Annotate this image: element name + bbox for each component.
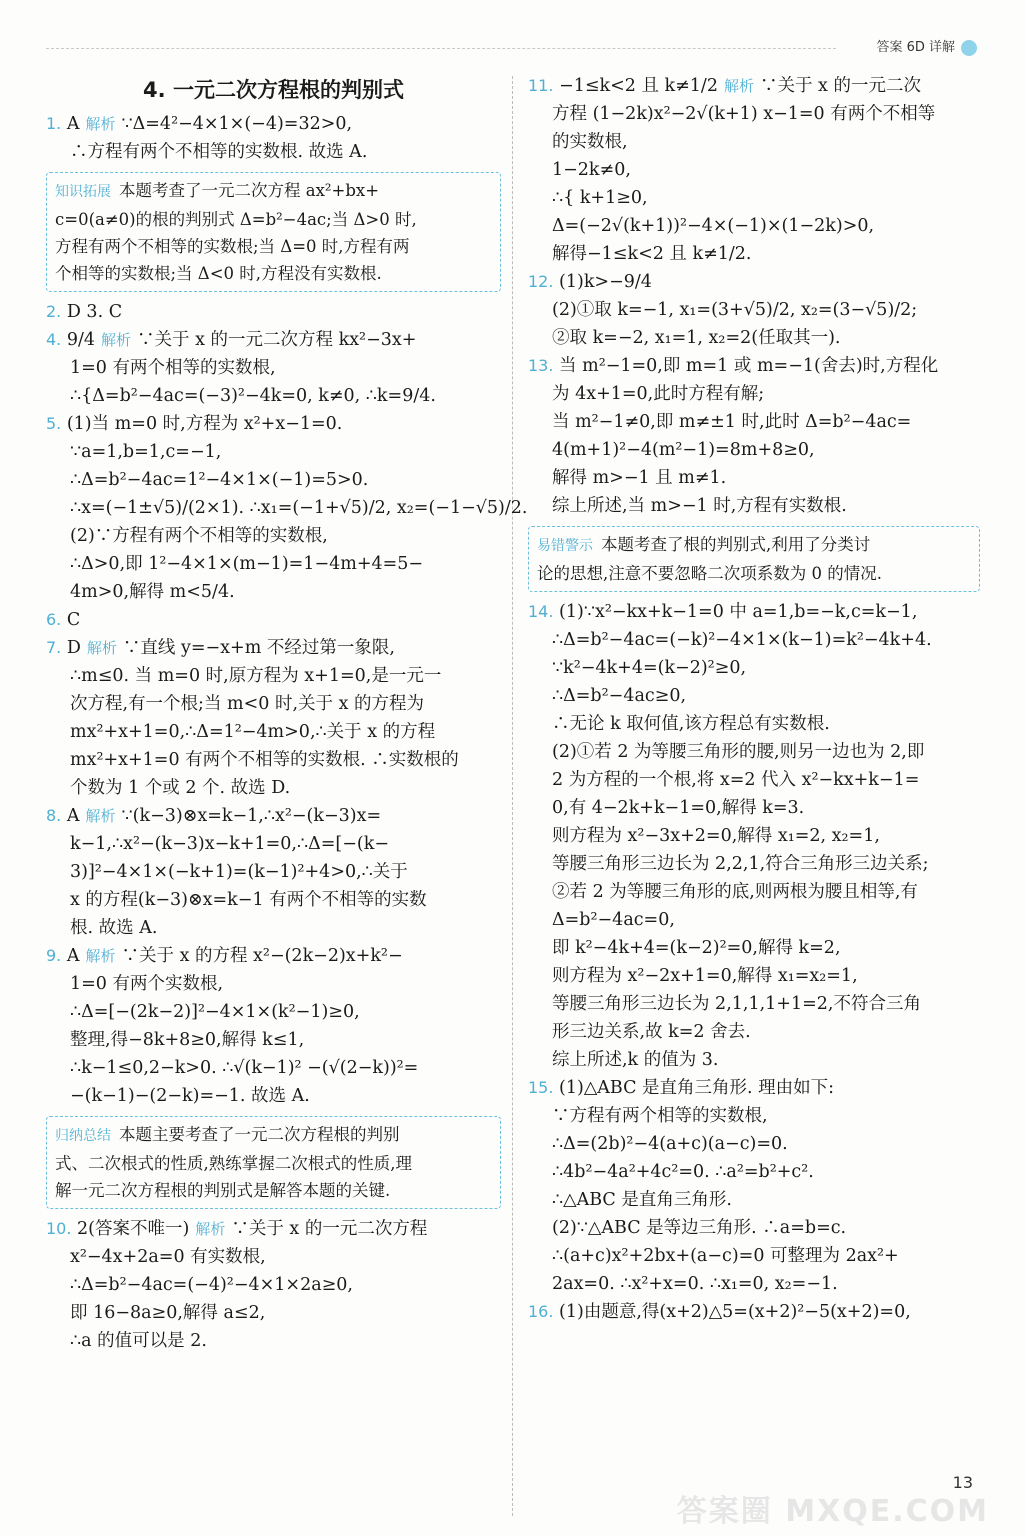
answer-text: 解得−1≤k<2 且 k≠1/2. xyxy=(552,244,752,264)
answer-line xyxy=(528,492,980,520)
analysis-tag: 解析 xyxy=(86,639,117,657)
answer-text: ∴Δ>0,即 1²−4×1×(m−1)=1−4m+4=5− xyxy=(70,554,424,574)
answer-line xyxy=(528,850,980,878)
answer-item xyxy=(46,298,501,326)
note-text: 论的思想,注意不要忽略二次项系数为 0 的情况. xyxy=(537,564,882,583)
note-text: 式、二次根式的性质,熟练掌握二次根式的性质,理 xyxy=(55,1154,412,1173)
answer-text: 整理,得−8k+8≥0,解得 k≤1, xyxy=(70,1030,305,1050)
answer-text: ∴Δ=[−(2k−2)]²−4×1×(k²−1)≥0, xyxy=(70,1002,360,1022)
note-line xyxy=(55,233,492,260)
note-box xyxy=(528,526,980,592)
answer-text: D xyxy=(66,638,81,658)
analysis-text: ∵关于 x 的一元二次 xyxy=(759,76,921,96)
question-number: 5. xyxy=(46,414,62,433)
answer-text: 即 16−8a≥0,解得 a≤2, xyxy=(70,1303,266,1323)
answer-text: 等腰三角形三边长为 2,2,1,符合三角形三边关系; xyxy=(552,854,929,874)
answer-text: ∴(a+c)x²+2bx+(a−c)=0 可整理为 2ax²+ xyxy=(552,1246,899,1266)
answer-text: (2)∵方程有两个不相等的实数根, xyxy=(70,526,328,546)
answer-text: mx²+x+1=0,∴Δ=1²−4m>0,∴关于 x 的方程 xyxy=(70,722,436,742)
analysis-tag: 解析 xyxy=(101,331,132,349)
note-text: 本题考查了一元二次方程 ax²+bx+ xyxy=(119,181,380,200)
analysis-text: ∵关于 x 的一元二次方程 kx²−3x+ xyxy=(137,330,417,350)
answer-text: 个数为 1 个或 2 个. 故选 D. xyxy=(70,778,291,798)
answer-line xyxy=(528,710,980,738)
answer-text: ∵k²−4k+4=(k−2)²≥0, xyxy=(552,658,747,678)
answer-line xyxy=(528,1186,980,1214)
answer-line xyxy=(46,138,501,166)
question-number: 2. xyxy=(46,302,62,321)
answer-text: Δ=(−2√(k+1))²−4×(−1)×(1−2k)>0, xyxy=(552,216,875,236)
answer-item xyxy=(46,326,501,354)
answer-text: 4m>0,解得 m<5/4. xyxy=(70,582,235,602)
note-box xyxy=(46,172,501,292)
analysis-text: ∵(k−3)⊗x=k−1,∴x²−(k−3)x= xyxy=(121,806,382,826)
answer-text: ∴Δ=b²−4ac=(−k)²−4×1×(k−1)=k²−4k+4. xyxy=(552,630,932,650)
question-number: 11. xyxy=(528,76,554,95)
note-text: 本题主要考查了一元二次方程根的判别 xyxy=(119,1125,400,1144)
note-line xyxy=(537,560,971,587)
answer-text: 1=0 有两个相等的实数根, xyxy=(70,358,276,378)
answer-line xyxy=(46,858,501,886)
question-number: 9. xyxy=(46,946,62,965)
answer-item xyxy=(46,410,501,438)
answer-text: 2ax=0. ∴x²+x=0. ∴x₁=0, x₂=−1. xyxy=(552,1274,838,1294)
answer-line xyxy=(46,774,501,802)
page-header: 答案 6D 详解 xyxy=(876,36,977,56)
question-number: 4. xyxy=(46,330,62,349)
answer-text: (1)∵x²−kx+k−1=0 中 a=1,b=−k,c=k−1, xyxy=(559,602,918,622)
answer-text: ∴方程有两个不相等的实数根. 故选 A. xyxy=(70,142,368,162)
analysis-tag: 解析 xyxy=(85,807,116,825)
answer-text: x 的方程(k−3)⊗x=k−1 有两个不相等的实数 xyxy=(70,890,427,910)
analysis-tag: 解析 xyxy=(85,115,116,133)
answer-line xyxy=(46,1299,501,1327)
header-rule xyxy=(46,48,836,49)
answer-text: 解得 m>−1 且 m≠1. xyxy=(552,468,727,488)
analysis-text: ∵直线 y=−x+m 不经过第一象限, xyxy=(122,638,395,658)
question-number: 6. xyxy=(46,610,62,629)
answer-line xyxy=(528,1130,980,1158)
answer-line xyxy=(46,1054,501,1082)
answer-text: ∴m≤0. 当 m=0 时,原方程为 x+1=0,是一元一 xyxy=(70,666,442,686)
answer-text: (1)k>−9/4 xyxy=(559,272,652,292)
answer-text: 当 m²−1=0,即 m=1 或 m=−1(舍去)时,方程化 xyxy=(559,356,939,376)
answer-line xyxy=(46,382,501,410)
answer-item xyxy=(528,268,980,296)
answer-line xyxy=(528,990,980,1018)
answer-text: ∴Δ=b²−4ac≥0, xyxy=(552,686,687,706)
answer-text: ∴△ABC 是直角三角形. xyxy=(552,1190,732,1210)
answer-line xyxy=(46,522,501,550)
answer-item xyxy=(46,634,501,662)
answer-text: 的实数根, xyxy=(552,132,628,152)
section-title: 4. 一元二次方程根的判别式 xyxy=(143,78,404,102)
answer-line xyxy=(46,746,501,774)
answer-text: 次方程,有一个根;当 m<0 时,关于 x 的方程为 xyxy=(70,694,425,714)
analysis-text: ∵关于 x 的方程 x²−(2k−2)x+k²− xyxy=(121,946,403,966)
note-line xyxy=(55,206,492,233)
answer-text: ∴Δ=b²−4ac=1²−4×1×(−1)=5>0. xyxy=(70,470,369,490)
answer-line xyxy=(528,156,980,184)
answer-text: ②若 2 为等腰三角形的底,则两根为腰且相等,有 xyxy=(552,882,918,902)
note-text: 个相等的实数根;当 Δ<0 时,方程没有实数根. xyxy=(55,264,382,283)
note-tag: 归纳总结 xyxy=(55,1128,111,1144)
answer-text: ∴x=(−1±√5)/(2×1). ∴x₁=(−1+√5)/2, x₂=(−1−√5)/2. xyxy=(70,498,528,518)
answer-line xyxy=(528,766,980,794)
answer-line xyxy=(528,1018,980,1046)
question-number: 12. xyxy=(528,272,554,291)
question-number: 7. xyxy=(46,638,62,657)
answer-text: ∴k−1≤0,2−k>0. ∴√(k−1)² −(√(2−k))²= xyxy=(70,1058,419,1078)
answer-text: 当 m²−1≠0,即 m≠±1 时,此时 Δ=b²−4ac= xyxy=(552,412,912,432)
answer-text: 2(答案不唯一) xyxy=(77,1219,190,1239)
answer-line xyxy=(528,906,980,934)
answer-item xyxy=(528,352,980,380)
right-column xyxy=(528,72,980,1326)
answer-line xyxy=(528,100,980,128)
answer-line xyxy=(528,794,980,822)
note-line xyxy=(55,1121,492,1150)
answer-item xyxy=(46,942,501,970)
answer-text: (1)由题意,得(x+2)△5=(x+2)²−5(x+2)=0, xyxy=(559,1302,911,1322)
question-number: 1. xyxy=(46,114,62,133)
answer-line xyxy=(46,494,528,522)
answer-text: 综上所述,k 的值为 3. xyxy=(552,1050,719,1070)
answer-line xyxy=(46,690,501,718)
question-number: 15. xyxy=(528,1078,554,1097)
answer-line xyxy=(528,1158,980,1186)
answer-text: 1=0 有两个实数根, xyxy=(70,974,224,994)
answer-line xyxy=(528,654,980,682)
answer-text: (1)△ABC 是直角三角形. 理由如下: xyxy=(559,1078,835,1098)
answer-line xyxy=(46,886,501,914)
note-text: 方程有两个不相等的实数根;当 Δ=0 时,方程有两 xyxy=(55,237,410,256)
answer-line xyxy=(528,822,980,850)
answer-line xyxy=(528,1046,980,1074)
answer-line xyxy=(528,380,980,408)
analysis-tag: 解析 xyxy=(195,1220,226,1238)
answer-text: 形三边关系,故 k=2 舍去. xyxy=(552,1022,751,1042)
note-tag: 知识拓展 xyxy=(55,184,111,200)
answer-text: 根. 故选 A. xyxy=(70,918,158,938)
answer-text: ∴{Δ=b²−4ac=(−3)²−4k=0, k≠0, ∴k=9/4. xyxy=(70,386,436,406)
question-number: 14. xyxy=(528,602,554,621)
answer-line xyxy=(528,1270,980,1298)
analysis-text: ∵关于 x 的一元二次方程 xyxy=(231,1219,428,1239)
answer-line xyxy=(46,970,501,998)
answer-item xyxy=(46,110,501,138)
answer-line xyxy=(528,682,980,710)
column-divider xyxy=(512,76,513,1516)
question-number: 10. xyxy=(46,1219,72,1238)
answer-line xyxy=(46,354,501,382)
answer-line xyxy=(46,1243,501,1271)
answer-item xyxy=(46,606,501,634)
answer-text: 则方程为 x²−2x+1=0,解得 x₁=x₂=1, xyxy=(552,966,858,986)
answer-text: ∴a 的值可以是 2. xyxy=(70,1331,207,1351)
answer-text: 3)]²−4×1×(−k+1)=(k−1)²+4>0,∴关于 xyxy=(70,862,408,882)
header-bubble-icon xyxy=(961,40,977,56)
note-line xyxy=(537,531,971,560)
watermark-logo: 答案圈 MXQE.COM xyxy=(676,1494,989,1529)
answer-text: ②取 k=−2, x₁=1, x₂=2(任取其一). xyxy=(552,328,841,348)
answer-text: (2)①取 k=−1, x₁=(3+√5)/2, x₂=(3−√5)/2; xyxy=(552,300,918,320)
answer-line xyxy=(528,324,980,352)
analysis-text: ∵Δ=4²−4×1×(−4)=32>0, xyxy=(121,114,353,134)
answer-text: 方程 (1−2k)x²−2√(k+1) x−1=0 有两个不相等 xyxy=(552,104,936,124)
answer-line xyxy=(528,1214,980,1242)
answer-text: Δ=b²−4ac=0, xyxy=(552,910,675,930)
answer-text: k−1,∴x²−(k−3)x−k+1=0,∴Δ=[−(k− xyxy=(70,834,390,854)
note-box xyxy=(46,1116,501,1209)
answer-line xyxy=(46,578,501,606)
answer-line xyxy=(528,1102,980,1130)
answer-line xyxy=(528,1242,980,1270)
answer-text: ∴无论 k 取何值,该方程总有实数根. xyxy=(552,714,830,734)
answer-item xyxy=(528,598,980,626)
answer-line xyxy=(528,626,980,654)
answer-text: ∴Δ=b²−4ac=(−4)²−4×1×2a≥0, xyxy=(70,1275,353,1295)
answer-text: A xyxy=(66,806,80,826)
answer-text: −(k−1)−(2−k)=−1. 故选 A. xyxy=(70,1086,310,1106)
answer-line xyxy=(528,962,980,990)
answer-text: 为 4x+1=0,此时方程有解; xyxy=(552,384,765,404)
question-number: 13. xyxy=(528,356,554,375)
answer-item xyxy=(528,72,980,100)
answer-text: (1)当 m=0 时,方程为 x²+x−1=0. xyxy=(66,414,343,434)
answer-line xyxy=(46,1271,501,1299)
answer-text: mx²+x+1=0 有两个不相等的实数根. ∴实数根的 xyxy=(70,750,459,770)
analysis-tag: 解析 xyxy=(85,947,116,965)
note-line xyxy=(55,260,492,287)
question-number: 8. xyxy=(46,806,62,825)
answer-line xyxy=(46,550,501,578)
answer-text: 综上所述,当 m>−1 时,方程有实数根. xyxy=(552,496,847,516)
answer-line xyxy=(528,738,980,766)
answer-line xyxy=(528,212,980,240)
answer-text: 等腰三角形三边长为 2,1,1,1+1=2,不符合三角 xyxy=(552,994,921,1014)
answer-line xyxy=(528,184,980,212)
answer-text: 2 为方程的一个根,将 x=2 代入 x²−kx+k−1= xyxy=(552,770,920,790)
answer-text: 即 k²−4k+4=(k−2)²=0,解得 k=2, xyxy=(552,938,841,958)
note-text: 本题考查了根的判别式,利用了分类讨 xyxy=(601,535,871,554)
note-text: c=0(a≠0)的根的判别式 Δ=b²−4ac;当 Δ>0 时, xyxy=(55,210,417,229)
answer-line xyxy=(528,240,980,268)
answer-line xyxy=(528,436,980,464)
answer-line xyxy=(46,662,501,690)
answer-line xyxy=(46,1026,501,1054)
answer-text: 4(m+1)²−4(m²−1)=8m+8≥0, xyxy=(552,440,815,460)
answer-line xyxy=(46,438,501,466)
answer-item xyxy=(46,802,501,830)
answer-text: 则方程为 x²−3x+2=0,解得 x₁=2, x₂=1, xyxy=(552,826,880,846)
answer-line xyxy=(528,878,980,906)
answer-line xyxy=(528,408,980,436)
answer-item xyxy=(528,1298,980,1326)
answer-line xyxy=(528,464,980,492)
answer-text: ∴4b²−4a²+4c²=0. ∴a²=b²+c². xyxy=(552,1162,814,1182)
answer-line xyxy=(46,1327,501,1355)
page-number: 13 xyxy=(952,1473,973,1492)
answer-text: −1≤k<2 且 k≠1/2 xyxy=(559,76,718,96)
answer-text: C xyxy=(66,610,81,630)
answer-text: A xyxy=(66,114,80,134)
answer-line xyxy=(528,296,980,324)
answer-text: 0,有 4−2k+k−1=0,解得 k=3. xyxy=(552,798,805,818)
answer-text: ∵a=1,b=1,c=−1, xyxy=(70,442,222,462)
answer-text: (2)∵△ABC 是等边三角形. ∴a=b=c. xyxy=(552,1218,847,1238)
answer-line xyxy=(528,128,980,156)
answer-line xyxy=(46,998,501,1026)
answer-text: (2)①若 2 为等腰三角形的腰,则另一边也为 2,即 xyxy=(552,742,925,762)
answer-text: 9/4 xyxy=(66,330,96,350)
answer-text: ∴{ k+1≥0, xyxy=(552,188,648,208)
left-column xyxy=(46,72,528,1355)
answer-line xyxy=(528,934,980,962)
answer-text: 1−2k≠0, xyxy=(552,160,631,180)
note-line xyxy=(55,177,492,206)
question-number: 16. xyxy=(528,1302,554,1321)
answer-item xyxy=(528,1074,980,1102)
analysis-tag: 解析 xyxy=(723,77,754,95)
answer-line xyxy=(46,466,501,494)
answer-line xyxy=(46,1082,501,1110)
note-line xyxy=(55,1150,492,1177)
answer-line xyxy=(46,718,501,746)
answer-text: ∴Δ=(2b)²−4(a+c)(a−c)=0. xyxy=(552,1134,788,1154)
answer-text: ∵方程有两个相等的实数根, xyxy=(552,1106,768,1126)
answer-line xyxy=(46,830,501,858)
answer-text: A xyxy=(66,946,80,966)
note-tag: 易错警示 xyxy=(537,538,593,554)
note-text: 解一元二次方程根的判别式是解答本题的关键. xyxy=(55,1181,391,1200)
answer-item xyxy=(46,1215,501,1243)
answer-line xyxy=(46,914,501,942)
answer-text: D 3. C xyxy=(66,302,123,322)
answer-text: x²−4x+2a=0 有实数根, xyxy=(70,1247,266,1267)
note-line xyxy=(55,1177,492,1204)
